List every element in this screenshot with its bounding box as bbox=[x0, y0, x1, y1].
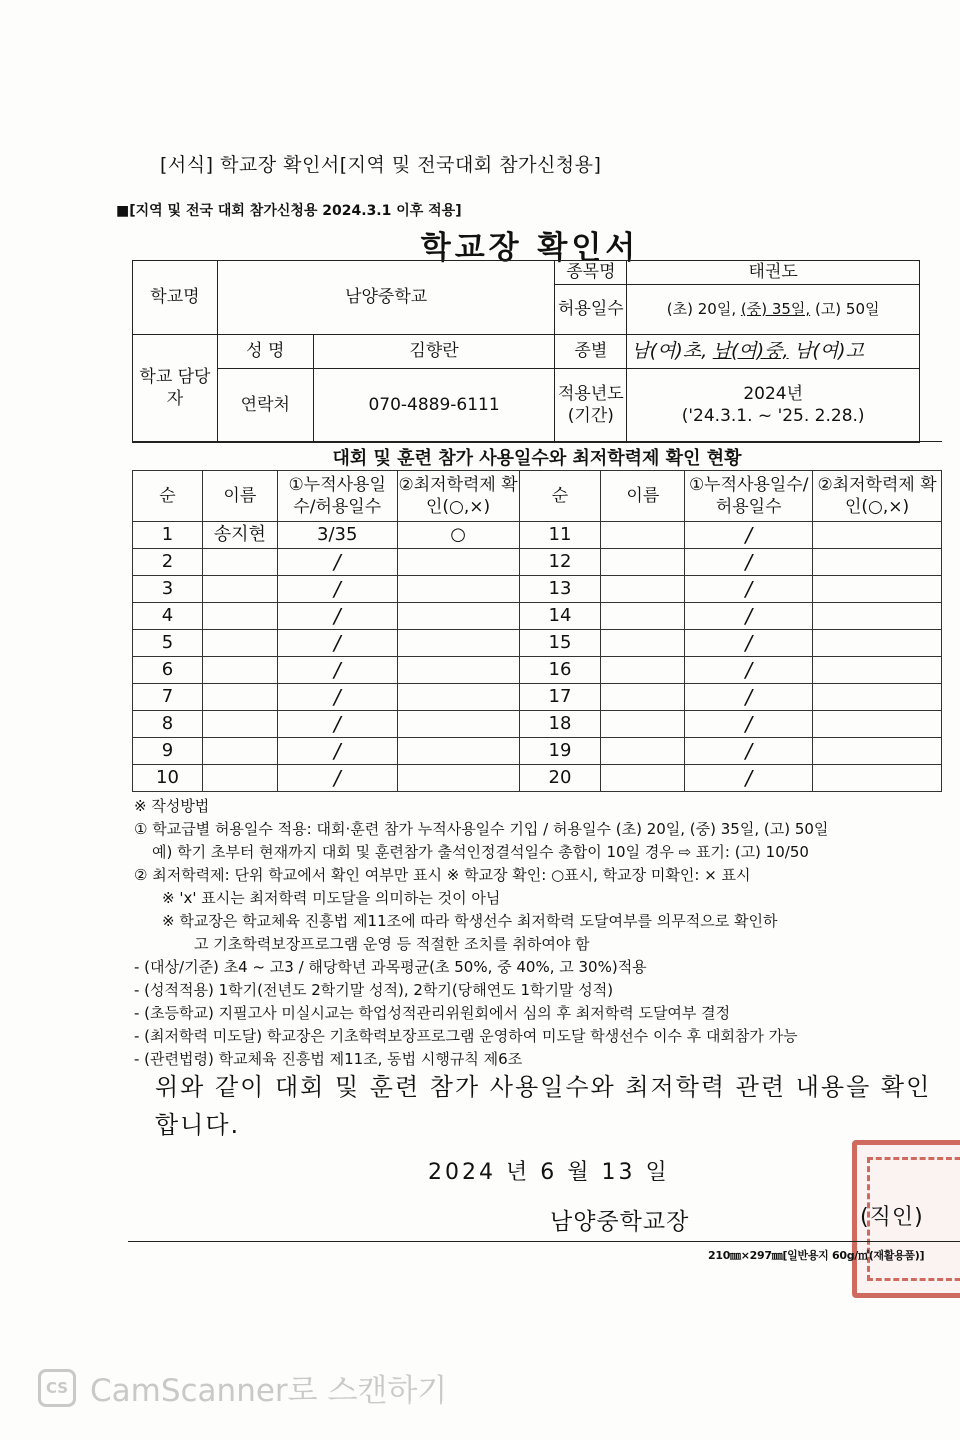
row-name bbox=[202, 603, 277, 630]
row-days: / bbox=[277, 576, 397, 603]
table-row bbox=[133, 603, 942, 630]
row-name bbox=[601, 630, 685, 657]
row-check bbox=[397, 549, 519, 576]
row-check bbox=[813, 711, 942, 738]
paper-spec: 210㎜×297㎜[일반용지 60g/㎡(재활용품)] bbox=[708, 1249, 925, 1262]
row-check bbox=[397, 684, 519, 711]
row-check bbox=[397, 738, 519, 765]
row-no: 4 bbox=[133, 603, 203, 630]
col-no: 순 bbox=[133, 471, 203, 522]
row-check bbox=[397, 576, 519, 603]
row-name bbox=[202, 576, 277, 603]
row-no: 19 bbox=[519, 738, 601, 765]
table-row bbox=[133, 738, 942, 765]
row-check bbox=[813, 657, 942, 684]
row-no: 11 bbox=[519, 522, 601, 549]
row-days: / bbox=[277, 684, 397, 711]
category-value bbox=[627, 335, 920, 369]
row-days: / bbox=[685, 765, 813, 792]
sport-label: 종목명 bbox=[555, 261, 627, 285]
category-mid: 남(여)중, bbox=[712, 339, 789, 362]
row-name bbox=[601, 603, 685, 630]
instructions bbox=[134, 795, 954, 1071]
form-title: [서식] 학교장 확인서[지역 및 전국대회 참가신청용] bbox=[160, 154, 602, 176]
row-days: / bbox=[685, 630, 813, 657]
year-value-main: 2024년 bbox=[743, 384, 803, 405]
scanner-watermark bbox=[38, 1365, 447, 1410]
row-days: / bbox=[277, 657, 397, 684]
row-no: 5 bbox=[133, 630, 203, 657]
col-name: 이름 bbox=[202, 471, 277, 522]
row-name: 송지현 bbox=[202, 522, 277, 549]
allowed-days-high: (고) 50일 bbox=[814, 300, 880, 319]
col-days: ①누적사용일수/허용일수 bbox=[685, 471, 813, 522]
camscanner-icon: CS bbox=[38, 1369, 76, 1407]
row-days: / bbox=[685, 576, 813, 603]
section-title: 대회 및 훈련 참가 사용일수와 최저학력제 확인 현황 bbox=[132, 441, 942, 470]
note-2: ② 최저학력제: 단위 학교에서 확인 여부만 표시 ※ 학교장 확인: ○표시, 학교장 미확인: × 표시 bbox=[134, 866, 751, 884]
category-label: 종별 bbox=[555, 335, 627, 369]
school-name-value: 남양중학교 bbox=[217, 261, 555, 335]
table-row bbox=[133, 522, 942, 549]
row-days: / bbox=[685, 684, 813, 711]
detail-4: - (최저학력 미도달) 학교장은 기초학력보장프로그램 운영하여 미도달 학생선수 이수 후 대회참가 가능 bbox=[134, 1027, 798, 1045]
row-name bbox=[202, 738, 277, 765]
col-academic: ②최저학력제 확인(○,×) bbox=[813, 471, 942, 522]
category-elem: 남(여)초, bbox=[631, 339, 708, 362]
table-row bbox=[133, 576, 942, 603]
row-no: 7 bbox=[133, 684, 203, 711]
allowed-days-label: 허용일수 bbox=[555, 285, 627, 335]
row-check bbox=[813, 765, 942, 792]
row-days: / bbox=[277, 603, 397, 630]
note-2-a: ※ 'x' 표시는 최저학력 미도달을 의미하는 것이 아님 bbox=[162, 889, 501, 907]
category-high: 남(여)고 bbox=[794, 339, 864, 362]
table-row bbox=[133, 549, 942, 576]
row-days: / bbox=[277, 630, 397, 657]
row-name bbox=[601, 549, 685, 576]
row-no: 1 bbox=[133, 522, 203, 549]
row-check bbox=[397, 630, 519, 657]
closing-statement: 위와 같이 대회 및 훈련 참가 사용일수와 최저학력 관련 내용을 확인합니다. bbox=[155, 1073, 932, 1139]
row-days: / bbox=[685, 522, 813, 549]
row-name bbox=[202, 657, 277, 684]
contact-value: 070-4889-6111 bbox=[313, 369, 555, 443]
row-days: 3/35 bbox=[277, 522, 397, 549]
row-days: / bbox=[277, 738, 397, 765]
table-row bbox=[133, 684, 942, 711]
row-name bbox=[202, 549, 277, 576]
row-days: / bbox=[685, 549, 813, 576]
row-no: 14 bbox=[519, 603, 601, 630]
row-no: 8 bbox=[133, 711, 203, 738]
name-label: 성 명 bbox=[217, 335, 313, 369]
row-name bbox=[601, 738, 685, 765]
year-period: ('24.3.1. ~ '25. 2.28.) bbox=[681, 405, 865, 426]
row-no: 12 bbox=[519, 549, 601, 576]
row-check bbox=[813, 684, 942, 711]
detail-1: - (대상/기준) 초4 ~ 고3 / 해당학년 과목평균(초 50%, 중 40%, 고 30%)적용 bbox=[134, 958, 647, 976]
row-name bbox=[601, 522, 685, 549]
row-days: / bbox=[685, 738, 813, 765]
row-no: 9 bbox=[133, 738, 203, 765]
table-row bbox=[133, 657, 942, 684]
row-days: / bbox=[685, 603, 813, 630]
row-name bbox=[202, 684, 277, 711]
page-title: 학교장 확인서 bbox=[420, 230, 640, 266]
col-academic: ②최저학력제 확인(○,×) bbox=[397, 471, 519, 522]
name-value: 김향란 bbox=[313, 335, 555, 369]
allowed-days-mid: (중) 35일, bbox=[740, 300, 811, 319]
row-no: 18 bbox=[519, 711, 601, 738]
manager-label: 학교 담당자 bbox=[133, 335, 218, 443]
row-no: 17 bbox=[519, 684, 601, 711]
note-2-b: ※ 학교장은 학교체육 진흥법 제11조에 따라 학생선수 최저학력 도달여부를 의무적으로 확인하 bbox=[162, 912, 778, 930]
allowed-days-value bbox=[627, 285, 920, 335]
row-name bbox=[601, 684, 685, 711]
row-days: / bbox=[277, 711, 397, 738]
row-name bbox=[601, 765, 685, 792]
year-value bbox=[627, 369, 920, 443]
row-check bbox=[813, 576, 942, 603]
form-subtitle: ■[지역 및 전국 대회 참가신청용 2024.3.1 이후 적용] bbox=[116, 203, 462, 219]
row-no: 15 bbox=[519, 630, 601, 657]
school-info-table bbox=[132, 260, 920, 443]
seal-mark: (직인) bbox=[860, 1205, 924, 1230]
sport-value: 태권도 bbox=[627, 261, 920, 285]
contact-label: 연락처 bbox=[217, 369, 313, 443]
allowed-days-elem: (초) 20일, bbox=[666, 300, 737, 319]
row-name bbox=[601, 657, 685, 684]
row-no: 6 bbox=[133, 657, 203, 684]
row-check bbox=[813, 549, 942, 576]
year-label: 적용년도 (기간) bbox=[555, 369, 627, 443]
row-days: / bbox=[277, 765, 397, 792]
participation-table bbox=[132, 470, 942, 792]
note-2-b-cont: 고 기초학력보장프로그램 운영 등 적절한 조치를 취하여야 함 bbox=[194, 935, 590, 953]
row-days: / bbox=[277, 549, 397, 576]
scanner-text: CamScanner로 스캔하기 bbox=[90, 1373, 448, 1409]
row-check bbox=[397, 657, 519, 684]
notes-heading: ※ 작성방법 bbox=[134, 797, 210, 815]
row-days: / bbox=[685, 657, 813, 684]
row-no: 2 bbox=[133, 549, 203, 576]
detail-3: - (초등학교) 지필고사 미실시교는 학업성적관리위원회에서 심의 후 최저학력 도달여부 결정 bbox=[134, 1004, 731, 1022]
row-no: 13 bbox=[519, 576, 601, 603]
bottom-divider bbox=[128, 1241, 960, 1242]
table-row bbox=[133, 711, 942, 738]
note-1: ① 학교급별 허용일수 적용: 대회·훈련 참가 누적사용일수 기입 / 허용일수 (초) 20일, (중) 35일, (고) 50일 bbox=[134, 820, 829, 838]
row-check bbox=[813, 630, 942, 657]
col-no: 순 bbox=[519, 471, 601, 522]
row-check bbox=[397, 711, 519, 738]
school-name-label: 학교명 bbox=[133, 261, 218, 335]
row-check bbox=[813, 738, 942, 765]
row-name bbox=[202, 765, 277, 792]
col-name: 이름 bbox=[601, 471, 685, 522]
row-name bbox=[202, 630, 277, 657]
row-check bbox=[813, 603, 942, 630]
row-no: 10 bbox=[133, 765, 203, 792]
table-row bbox=[133, 765, 942, 792]
detail-2: - (성적적용) 1학기(전년도 2학기말 성적), 2학기(당해연도 1학기말 성적) bbox=[134, 981, 614, 999]
note-1-example: 예) 학기 초부터 현재까지 대회 및 훈련참가 출석인정결석일수 총합이 10일 경우 ⇨ 표기: (고) 10/50 bbox=[152, 843, 809, 861]
row-name bbox=[202, 711, 277, 738]
row-check: ○ bbox=[397, 522, 519, 549]
row-no: 16 bbox=[519, 657, 601, 684]
row-no: 20 bbox=[519, 765, 601, 792]
signer-name: 남양중학교장 bbox=[550, 1209, 690, 1235]
row-check bbox=[813, 522, 942, 549]
row-name bbox=[601, 711, 685, 738]
row-check bbox=[397, 765, 519, 792]
table-row bbox=[133, 630, 942, 657]
detail-5: - (관련법령) 학교체육 진흥법 제11조, 동법 시행규칙 제6조 bbox=[134, 1050, 523, 1068]
row-name bbox=[601, 576, 685, 603]
row-days: / bbox=[685, 711, 813, 738]
row-check bbox=[397, 603, 519, 630]
row-no: 3 bbox=[133, 576, 203, 603]
col-days: ①누적사용일수/허용일수 bbox=[277, 471, 397, 522]
issue-date: 2024 년 6 월 13 일 bbox=[428, 1160, 670, 1185]
